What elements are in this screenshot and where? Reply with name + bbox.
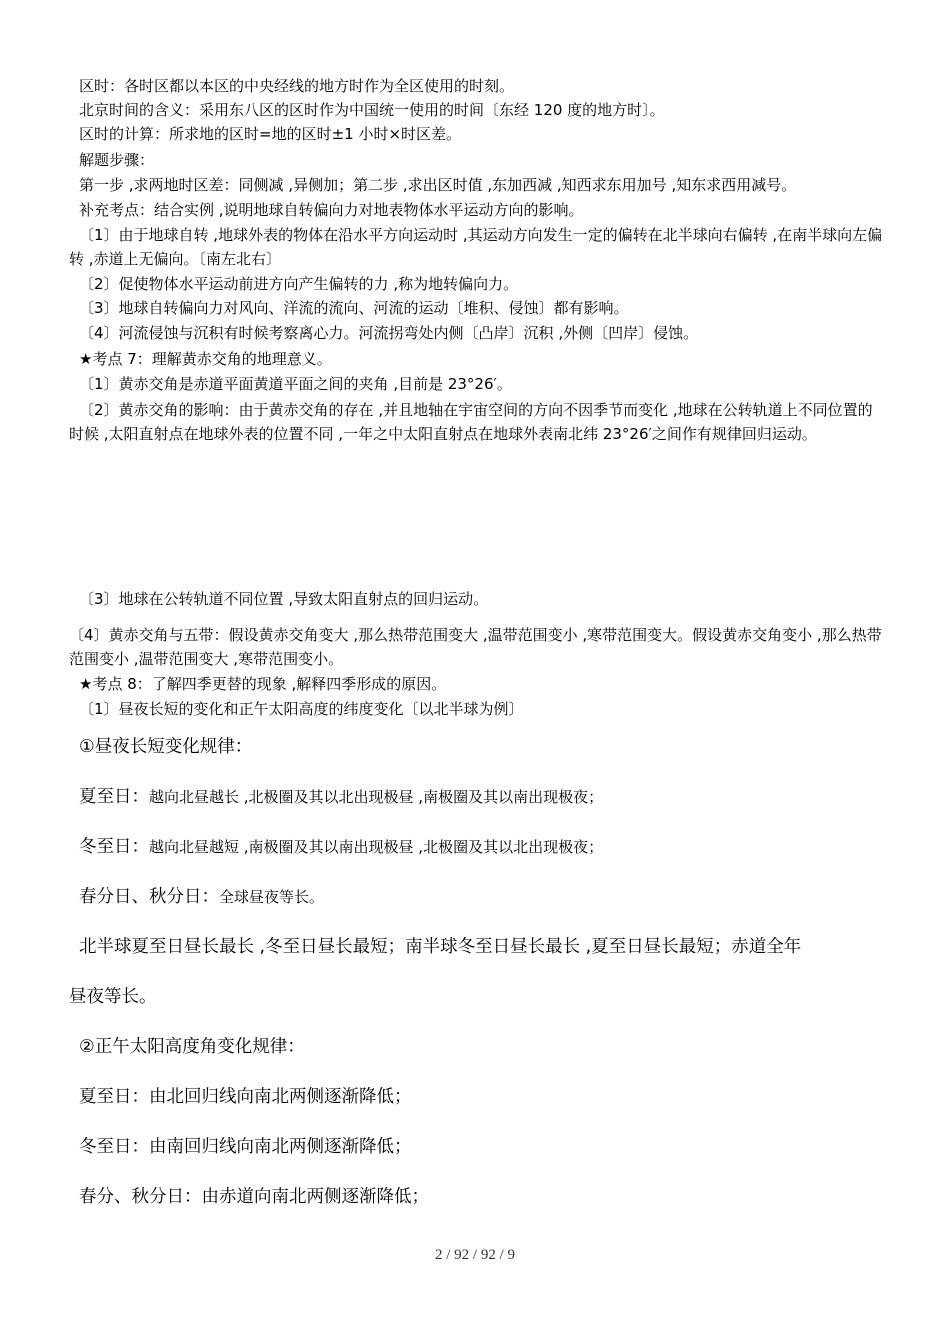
equinox-day-length — [69, 885, 887, 909]
day-length-heading: ①昼夜长短变化规律： — [79, 737, 253, 757]
noon-winter-solstice: 冬至日：由南回归线向南北两侧逐渐降低； — [79, 1137, 412, 1157]
obliquity-item-2: 〔2〕黄赤交角的影响：由于黄赤交角的存在 ,并且地轴在宇宙空间的方向不因季节而变化 ,地球在公转轨道上不同位置的时候 ,太阳直射点在地球外表的位置不同 ,一年之中太阳直射点在地球外表南北纬 23°26′之间作有规律回归运动。 — [69, 401, 873, 443]
supplementary-point: 补充考点：结合实例 ,说明地球自转偏向力对地表物体水平运动方向的影响。 — [79, 201, 584, 219]
seasons-item-1: 〔1〕昼夜长短的变化和正午太阳高度的纬度变化〔以北半球为例〕 — [79, 700, 524, 718]
coriolis-item-2: 〔2〕促使物体水平运动前进方向产生偏转的力 ,称为地转偏向力。 — [79, 275, 519, 293]
page-number-footer: 2 / 92 / 92 / 9 — [434, 1247, 515, 1263]
obliquity-item-1: 〔1〕黄赤交角是赤道平面黄道平面之间的夹角 ,目前是 23°26′。 — [79, 375, 512, 393]
key-point-7-heading: ★考点 7：理解黄赤交角的地理意义。 — [79, 350, 332, 368]
winter-solstice-text: 越向北昼越短 ,南极圈及其以南出现极昼 ,北极圈及其以北出现极夜； — [149, 838, 604, 856]
noon-summer-solstice: 夏至日：由北回归线向南北两侧逐渐降低； — [79, 1087, 412, 1107]
zone-time-calculation: 区时的计算：所求地的区时=地的区时±1 小时×时区差。 — [79, 125, 462, 143]
summer-solstice-label: 夏至日： — [79, 787, 149, 807]
coriolis-item-4: 〔4〕河流侵蚀与沉积有时候考察离心力。河流拐弯处内侧〔凸岸〕沉积 ,外侧〔凹岸〕侵蚀。 — [79, 324, 699, 342]
obliquity-item-3: 〔3〕地球在公转轨道不同位置 ,导致太阳直射点的回归运动。 — [79, 590, 489, 608]
solution-steps-label: 解题步骤： — [79, 151, 155, 169]
summer-solstice-text: 越向北昼越长 ,北极圈及其以北出现极昼 ,南极圈及其以南出现极夜； — [149, 788, 604, 806]
key-point-8-heading: ★考点 8：了解四季更替的现象 ,解释四季形成的原因。 — [79, 675, 447, 693]
equinox-text: 全球昼夜等长。 — [219, 888, 325, 906]
noon-equinox: 春分、秋分日：由赤道向南北两侧逐渐降低； — [79, 1187, 429, 1207]
summer-solstice-day-length — [69, 785, 887, 809]
equinox-label: 春分日、秋分日： — [79, 887, 219, 907]
coriolis-item-1: 〔1〕由于地球自转 ,地球外表的物体在沿水平方向运动时 ,其运动方向发生一定的偏转在北半球向右偏转 ,在南半球向左偏转 ,赤道上无偏向。〔南左北右〕 — [69, 226, 883, 268]
noon-sun-heading: ②正午太阳高度角变化规律： — [79, 1037, 305, 1057]
hemisphere-comparison-line-1: 北半球夏至日昼长最长 ,冬至日昼长最短；南半球冬至日昼长最长 ,夏至日昼长最短；赤道全年 — [79, 937, 802, 957]
winter-solstice-day-length — [69, 835, 887, 859]
winter-solstice-label: 冬至日： — [79, 837, 149, 857]
zone-time-definition: 区时：各时区都以本区的中央经线的地方时作为全区使用的时刻。 — [79, 77, 515, 95]
obliquity-item-4: 〔4〕黄赤交角与五带：假设黄赤交角变大 ,那么热带范围变大 ,温带范围变小 ,寒带范围变大。假设黄赤交角变小 ,那么热带范围变小 ,温带范围变大 ,寒带范围变小。 — [69, 626, 882, 668]
hemisphere-comparison-line-2: 昼夜等长。 — [69, 987, 157, 1007]
solution-steps-text: 第一步 ,求两地时区差：同侧减 ,异侧加；第二步 ,求出区时值 ,东加西减 ,知西求东用加号 ,知东求西用减号。 — [79, 176, 797, 194]
beijing-time-meaning: 北京时间的含义：采用东八区的区时作为中国统一使用的时间〔东经 120 度的地方时〕。 — [79, 101, 665, 119]
coriolis-item-3: 〔3〕地球自转偏向力对风向、洋流的流向、河流的运动〔堆积、侵蚀〕都有影响。 — [79, 299, 629, 317]
